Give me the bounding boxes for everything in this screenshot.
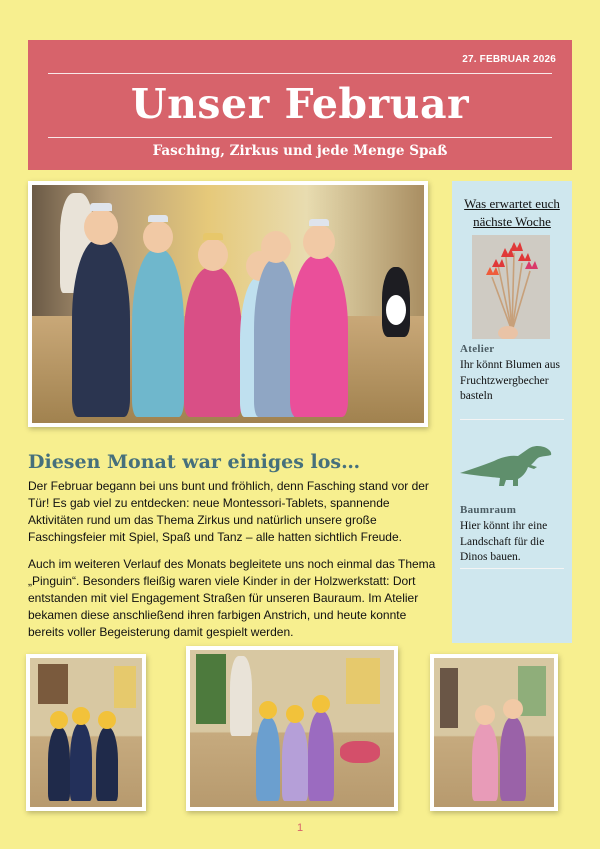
child-figure [472, 723, 498, 801]
baumraum-text: Hier könnt ihr eine Landschaft für die Dinos bauen. [460, 520, 548, 563]
dinosaur-icon [458, 443, 554, 487]
newsletter-subtitle: Fasching, Zirkus und jede Menge Spaß [152, 143, 448, 159]
article-paragraph: Der Februar begann bei uns bunt und fröhlich, denn Fasching stand vor der Tür! Es gab viel zu entdecken: neue Montessori-Tablets, spannende Aktivitäten rund um das Thema Zirkus und natürlich unsere große Faschingsfeier mit Spiel, Spaß und Tanz – alle hatten sichtlich Freude. [28, 479, 429, 544]
child-figure [70, 723, 92, 801]
two-girls-photo [430, 654, 558, 811]
article-paragraph: Auch im weiteren Verlauf des Monats begleitete uns noch einmal das Thema „Pinguin“. Besonders fleißig waren viele Kinder in der Holzwerkstatt: Dort entstanden mit viel Engagement Straßen für unseren Bauraum. Im Atelier bekamen diese anschließend ihren farbigen Anstrich, und heute konnte bereits voller Begeisterung damit gespielt werden. [28, 557, 436, 639]
issue-date: 27. FEBRUAR 2026 [462, 54, 556, 65]
header-rule-bottom [48, 137, 552, 138]
newsletter-header [28, 40, 572, 170]
newsletter-title: Unser Februar [130, 80, 470, 128]
article-heading: Diesen Monat war einiges los… [28, 451, 361, 473]
photo-image [30, 658, 142, 807]
sidebar-divider [460, 568, 564, 569]
atelier-label: Atelier [460, 343, 495, 355]
police-costumes-photo [26, 654, 146, 811]
main-photo-image [32, 185, 424, 423]
sidebar-title: Was erwartet euch nächste Woche [464, 196, 560, 229]
header-rule-top [48, 73, 552, 74]
child-figure [500, 717, 526, 801]
page-number: 1 [296, 822, 304, 834]
next-week-sidebar [452, 181, 572, 643]
paper-flowers-photo [472, 235, 550, 339]
photo-image [190, 650, 394, 807]
child-figure [48, 727, 70, 801]
sidebar-divider [460, 419, 564, 420]
main-photo [28, 181, 428, 427]
child-figure [132, 249, 184, 417]
child-figure [282, 721, 308, 801]
child-figure [72, 239, 130, 417]
child-figure [290, 255, 348, 417]
child-figure [184, 267, 242, 417]
child-figure [96, 727, 118, 801]
paper-flowers-illustration [472, 235, 550, 339]
child-figure [308, 711, 334, 801]
baumraum-label: Baumraum [460, 504, 517, 516]
photo-image [434, 658, 554, 807]
princess-group-photo [186, 646, 398, 811]
child-figure [256, 717, 280, 801]
atelier-text: Ihr könnt Blumen aus Fruchtzwergbecher basteln [460, 359, 560, 402]
